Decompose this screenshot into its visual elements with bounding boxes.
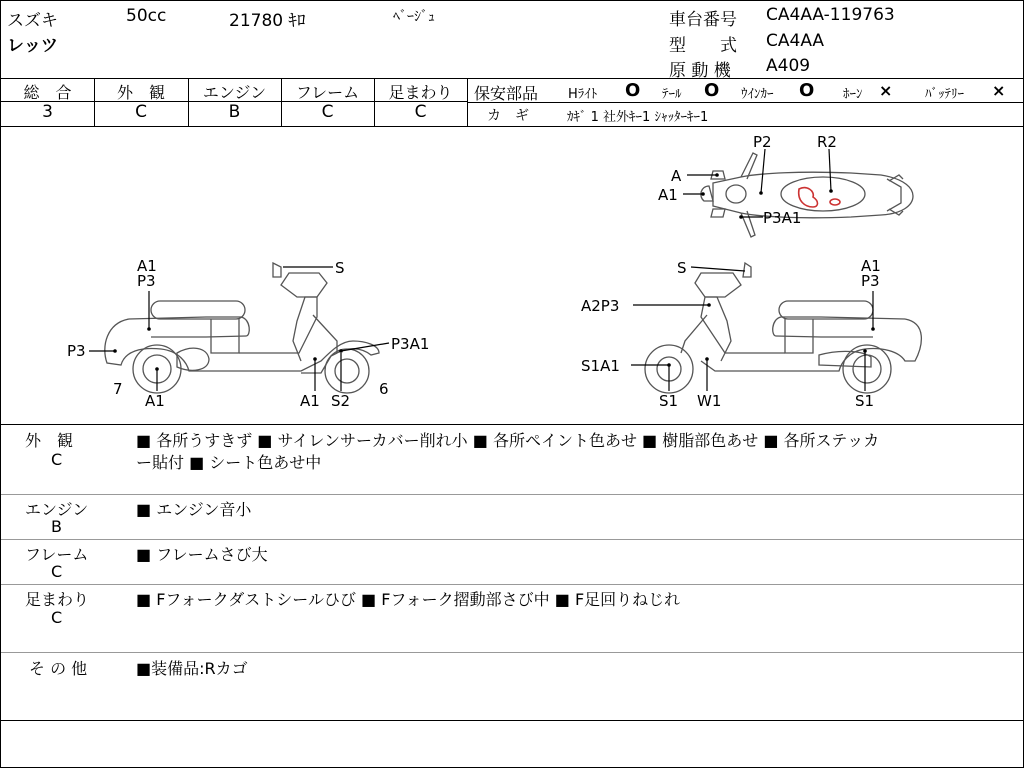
maker: スズキ	[7, 11, 58, 31]
diagram-label: P2	[753, 133, 772, 151]
safety-item-mark: O	[799, 80, 815, 101]
diagram-label: P3A1	[763, 209, 802, 227]
grade-total: 3	[42, 102, 53, 122]
remark-grade: C	[51, 450, 63, 469]
diagram-label: P3	[137, 272, 156, 290]
diagram-label: S	[335, 259, 345, 277]
diagram-label: P3	[67, 342, 86, 360]
remark-text: ■装備品:Rカゴ	[136, 659, 248, 678]
diagram-label: A1	[658, 186, 678, 204]
safety-item-mark: ×	[879, 81, 893, 100]
remark-title: 外 観	[25, 431, 74, 450]
key-label: カ ギ	[487, 108, 529, 124]
grade-frame: C	[321, 102, 334, 122]
grade-engine: B	[228, 102, 241, 122]
grade-header-frame: フレーム	[295, 83, 360, 102]
grade-header-total: 総 合	[23, 83, 72, 102]
divider	[1, 584, 1023, 585]
diagram-label: P3	[861, 272, 880, 290]
divider	[1, 494, 1023, 495]
remark-title: 足まわり	[25, 590, 90, 609]
remark-text: ■ フレームさび大	[136, 545, 268, 564]
mileage: 21780 ｷﾛ	[229, 11, 306, 31]
safety-item-mark: ×	[992, 81, 1006, 100]
diagram-label: A2P3	[581, 297, 620, 315]
remark-text: ■ 各所うすきず ■ サイレンサーカバー削れ小 ■ 各所ペイント色あせ ■ 樹脂部色あせ ■ 各所ステッカ	[136, 431, 880, 450]
safety-item-name: ｳｲﾝｶｰ	[741, 87, 774, 102]
frame-no-value: CA4AA-119763	[766, 5, 895, 25]
diagram-label: A	[671, 167, 682, 185]
scooter-right-view	[645, 263, 921, 393]
diagram-label: S1	[855, 392, 875, 410]
scooter-diagram	[1, 127, 1023, 423]
divider	[1, 720, 1023, 721]
safety-item-mark: O	[704, 80, 720, 101]
grade-header-exterior: 外 観	[116, 83, 165, 102]
diagram-label: P3A1	[391, 335, 430, 353]
divider	[1, 539, 1023, 540]
safety-item-name: Hﾗｲﾄ	[568, 87, 598, 102]
diagram-label: R2	[817, 133, 837, 151]
diagram-label: A1	[137, 257, 157, 275]
engine-label: 原 動 機	[669, 61, 731, 81]
safety-item-name: ﾎｰﾝ	[843, 87, 863, 102]
diagram-label: A1	[145, 392, 165, 410]
safety-item-name: ﾃｰﾙ	[662, 87, 682, 102]
body-color: ﾍﾞｰｼﾞｭ	[393, 9, 435, 25]
key-value: ｶｷﾞ 1 社外ｷｰ1 ｼｬｯﾀｰｷｰ1	[567, 110, 709, 125]
divider	[1, 78, 1023, 79]
remark-title: フレーム	[25, 545, 89, 564]
safety-item-name: ﾊﾞｯﾃﾘｰ	[925, 87, 964, 102]
remark-title: そ の 他	[29, 659, 88, 678]
diagram-label: S	[677, 259, 687, 277]
diagram-label: 6	[379, 380, 389, 398]
safety-item-mark: O	[625, 80, 641, 101]
remark-grade: B	[51, 517, 62, 536]
type-label: 型 式	[669, 36, 737, 56]
remark-grade: C	[51, 562, 63, 581]
diagram-label: A1	[300, 392, 320, 410]
divider	[1, 424, 1023, 425]
remark-text: ■ エンジン音小	[136, 500, 252, 519]
grade-header-suspension: 足まわり	[388, 83, 453, 102]
frame-no-label: 車台番号	[669, 10, 737, 30]
damage-marks	[799, 188, 840, 207]
scooter-top-view	[701, 153, 913, 237]
remark-title: エンジン	[25, 500, 89, 519]
displacement: 50cc	[126, 6, 167, 26]
remark-text: ■ Fフォークダストシールひび ■ Fフォーク摺動部さび中 ■ F足回りねじれ	[136, 590, 681, 609]
grade-header-engine: エンジン	[202, 83, 267, 102]
leader-lines	[89, 149, 873, 391]
remark-text: ー貼付 ■ シート色あせ中	[136, 453, 322, 472]
divider	[467, 78, 468, 126]
diagram-label: S1A1	[581, 357, 620, 375]
diagram-label: A1	[861, 257, 881, 275]
diagram-label: S1	[659, 392, 679, 410]
remark-grade: C	[51, 608, 63, 627]
grade-suspension: C	[414, 102, 427, 122]
grade-exterior: C	[135, 102, 147, 122]
divider	[467, 102, 1023, 103]
safety-label: 保安部品	[474, 84, 539, 103]
diagram-label: 7	[113, 380, 123, 398]
diagram-label: W1	[697, 392, 722, 410]
diagram-label: S2	[331, 392, 351, 410]
type-value: CA4AA	[766, 31, 825, 51]
model-name: レッツ	[7, 36, 58, 56]
engine-value: A409	[766, 56, 811, 76]
divider	[1, 652, 1023, 653]
